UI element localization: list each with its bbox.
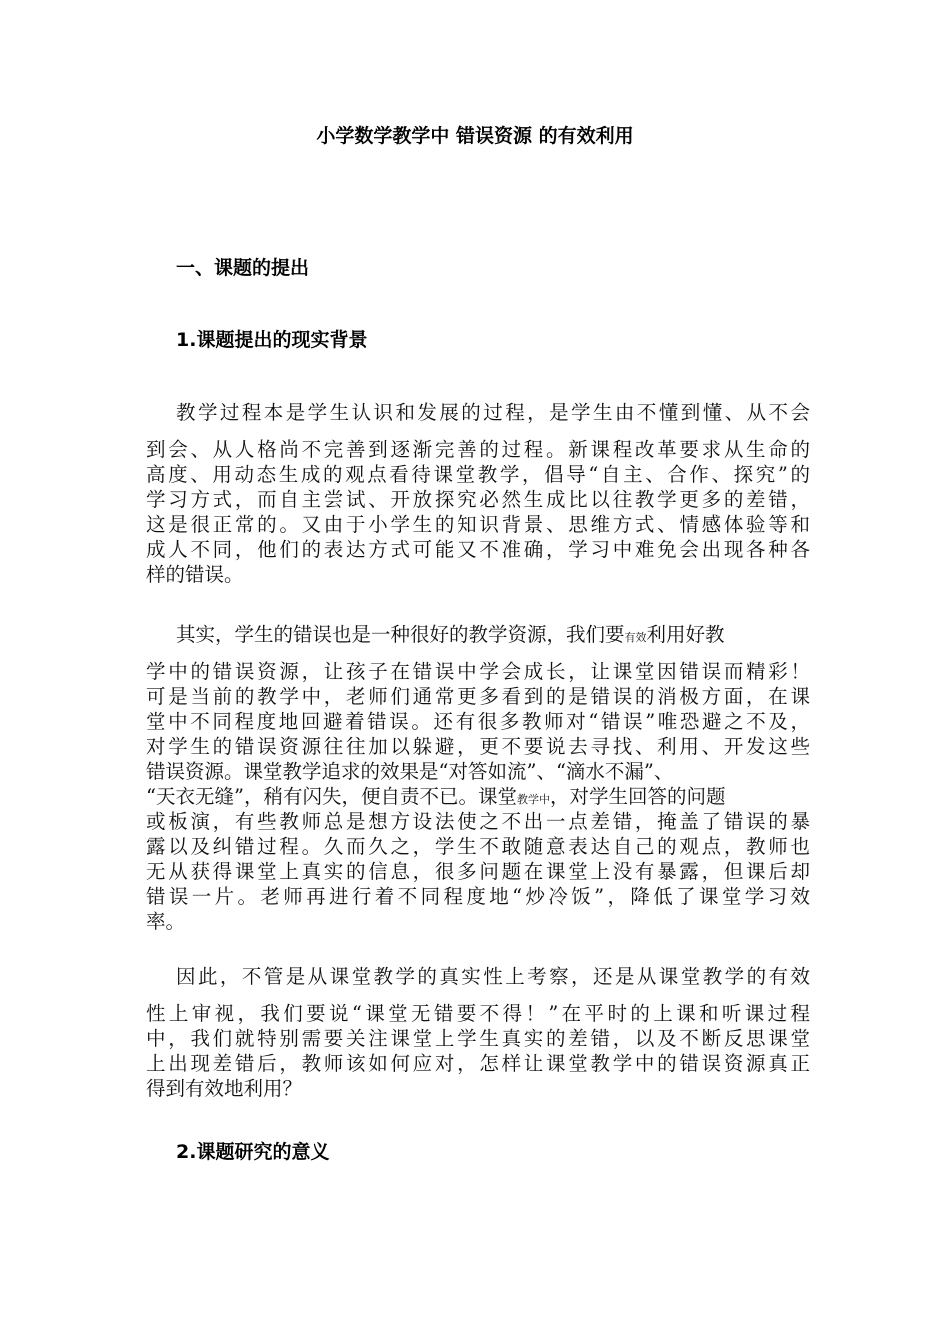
paragraph-line: 无从获得课堂上真实的信息，很多问题在课堂上没有暴露，但课后却	[146, 860, 810, 883]
paragraph-line: 教学过程本是学生认识和发展的过程，是学生由不懂到懂、从不会	[176, 401, 810, 424]
section-heading-1: 一、课题的提出	[176, 257, 310, 279]
paragraph-line: 成人不同，他们的表达方式可能又不准确，学习中难免会出现各种各	[146, 538, 810, 561]
document-title: 小学数学教学中 错误资源 的有效利用	[316, 125, 634, 147]
paragraph-line: 学习方式，而自主尝试、开放探究必然生成比以往教学更多的差错，	[146, 488, 810, 511]
paragraph-line: 得到有效地利用？	[146, 1077, 303, 1100]
paragraph-background	[146, 400, 810, 587]
small-text-run: 有效	[624, 631, 647, 644]
paragraph-line: 样的错误。	[146, 563, 244, 586]
text-run: “天衣无缝”，稍有闪失，便自责不已。课堂	[146, 785, 517, 808]
paragraph-line: 可是当前的教学中，老师们通常更多看到的是错误的消极方面，在课	[146, 685, 810, 708]
paragraph-error-resource	[146, 622, 810, 934]
paragraph-line: 对学生的错误资源往往加以躲避，更不要说去寻找、利用、开发这些	[146, 735, 810, 758]
paragraph-line: 学中的错误资源，让孩子在错误中学会成长，让课堂因错误而精彩！	[146, 660, 810, 683]
paragraph-line	[146, 784, 810, 809]
paragraph-line: 这是很正常的。又由于小学生的知识背景、思维方式、情感体验等和	[146, 513, 810, 536]
paragraph-conclusion	[146, 964, 810, 1101]
paragraph-line: 率。	[146, 910, 186, 933]
paragraph-line: 因此，不管是从课堂教学的真实性上考察，还是从课堂教学的有效	[176, 965, 810, 988]
paragraph-line: 错误资源。课堂教学追求的效果是“对答如流”、“滴水不漏”、	[146, 760, 674, 783]
subsection-heading-1: 1.课题提出的现实背景	[176, 329, 368, 351]
paragraph-line: 上出现差错后，教师该如何应对，怎样让课堂教学中的错误资源真正	[146, 1052, 810, 1075]
text-run: ，对学生回答的问题	[549, 785, 726, 808]
text-run: 利用好教	[646, 623, 725, 646]
paragraph-line: 错误一片。老师再进行着不同程度地“炒冷饭”，降低了课堂学习效	[146, 885, 810, 908]
text-run: 其实，学生的错误也是一种很好的教学资源，我们要	[176, 623, 625, 646]
paragraph-line: 到会、从人格尚不完善到逐渐完善的过程。新课程改革要求从生命的	[146, 438, 810, 461]
paragraph-line: 堂中不同程度地回避着错误。还有很多教师对“错误”唯恐避之不及，	[146, 710, 810, 733]
paragraph-line: 或板演，有些教师总是想方设法使之不出一点差错，掩盖了错误的暴	[146, 810, 810, 833]
small-text-run: 教学中	[516, 793, 550, 806]
paragraph-line: 高度、用动态生成的观点看待课堂教学，倡导“自主、合作、探究”的	[146, 463, 810, 486]
paragraph-line: 中，我们就特别需要关注课堂上学生真实的差错，以及不断反思课堂	[146, 1027, 810, 1050]
paragraph-line: 性上审视，我们要说“课堂无错要不得！”在平时的上课和听课过程	[146, 1002, 810, 1025]
subsection-heading-2: 2.课题研究的意义	[176, 1141, 330, 1163]
paragraph-line: 露以及纠错过程。久而久之，学生不敢随意表达自己的观点，教师也	[146, 835, 810, 858]
paragraph-line	[146, 622, 810, 647]
